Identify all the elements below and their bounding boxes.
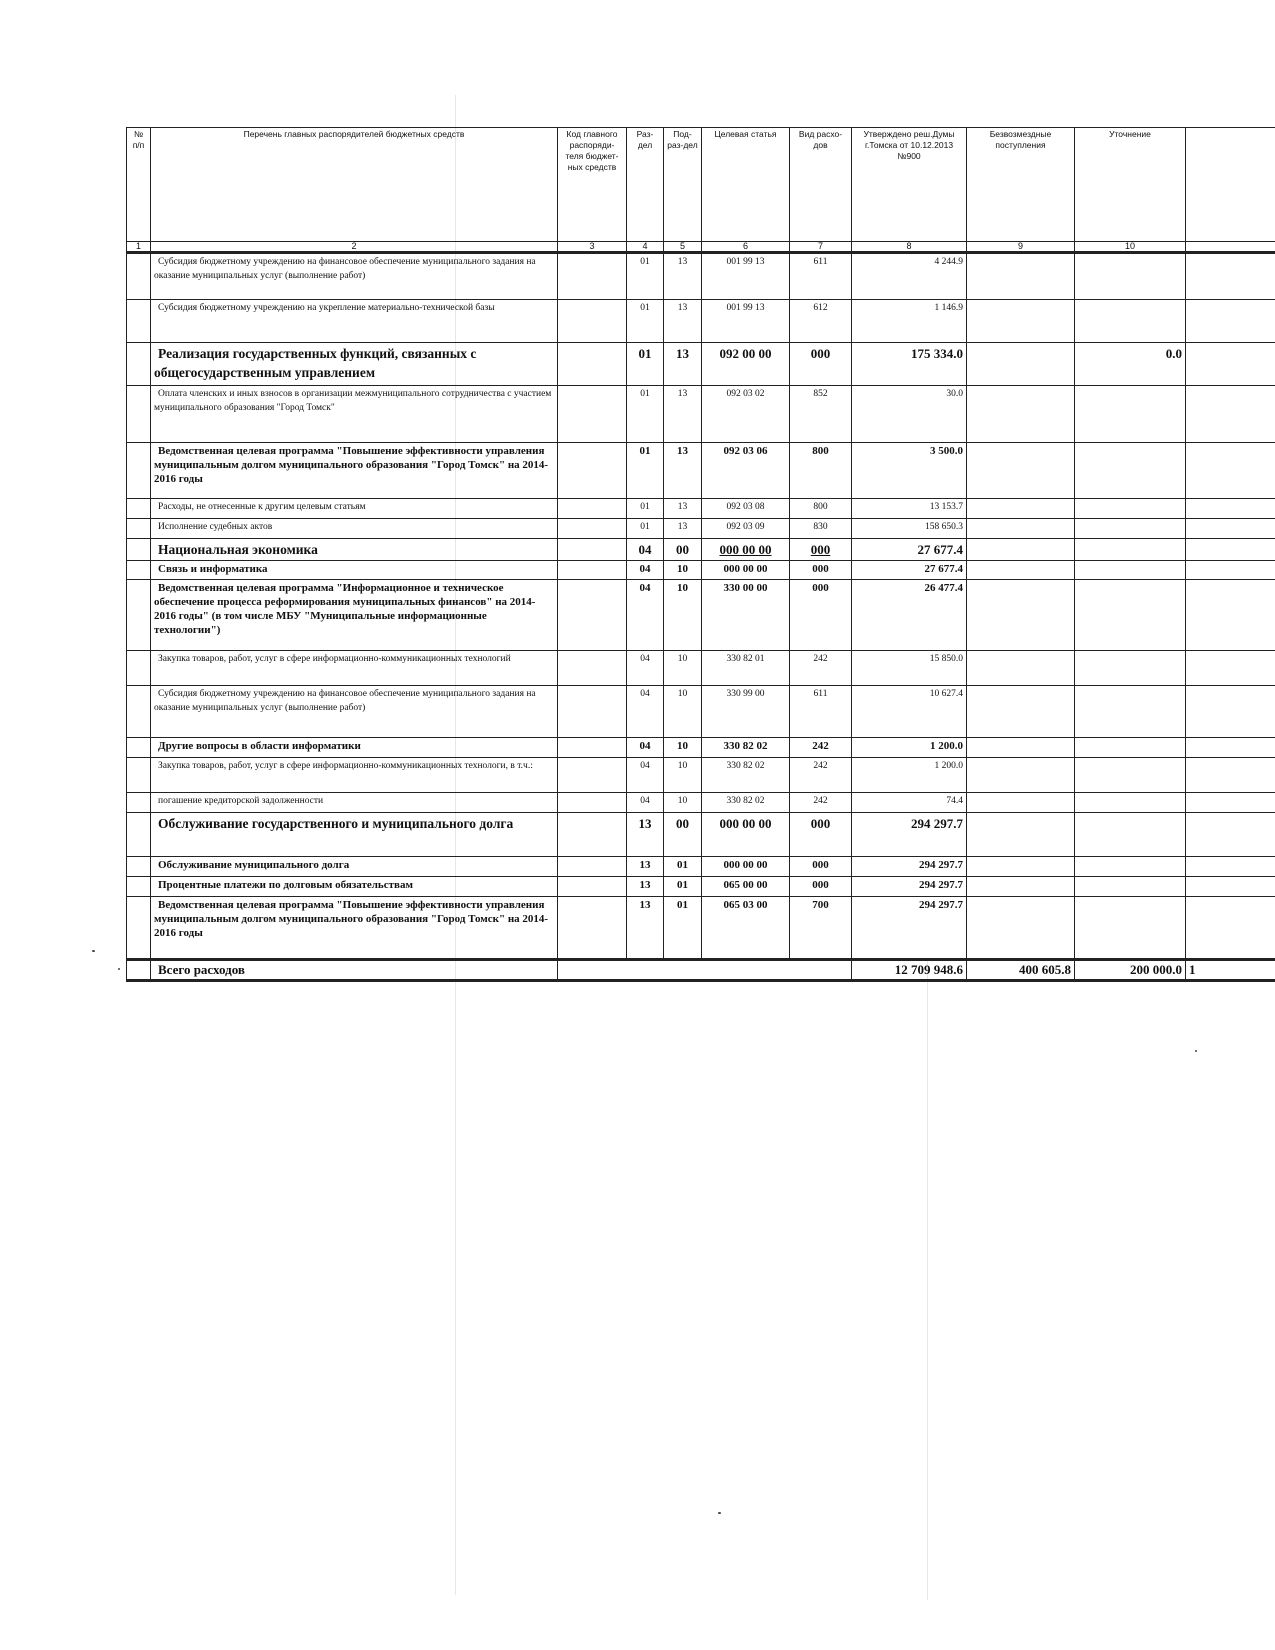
row-vid: 700: [790, 897, 852, 960]
row-approved: 27 677.4: [852, 539, 967, 561]
row-approved: 294 297.7: [852, 877, 967, 897]
row-approved: 1 200.0: [852, 758, 967, 793]
row-code: [558, 758, 627, 793]
row-free: [967, 813, 1075, 857]
row-clarification: [1075, 253, 1186, 300]
row-podrazdel: 01: [664, 877, 702, 897]
row-vid: 000: [790, 539, 852, 561]
colnum: [1186, 242, 1275, 253]
row-num: [127, 877, 151, 897]
row-code: [558, 443, 627, 499]
row-num: [127, 580, 151, 651]
row-extra: [1186, 793, 1275, 813]
budget-table: [126, 127, 1275, 982]
colnum: 2: [151, 242, 558, 253]
scan-speck: [118, 968, 120, 970]
row-podrazdel: 13: [664, 253, 702, 300]
table-row: [127, 857, 1275, 877]
row-podrazdel: 10: [664, 793, 702, 813]
row-approved: 74.4: [852, 793, 967, 813]
row-vid: 611: [790, 253, 852, 300]
row-name: Расходы, не отнесенные к другим целевым статьям: [151, 499, 558, 519]
row-vid: 612: [790, 300, 852, 343]
table-row: [127, 580, 1275, 651]
row-code: [558, 738, 627, 758]
header-target: Целевая статья: [702, 128, 790, 242]
row-extra: [1186, 686, 1275, 738]
row-extra: [1186, 758, 1275, 793]
scan-guide-line: [927, 960, 928, 1600]
header-clarification: Уточнение: [1075, 128, 1186, 242]
table-header-row: [127, 128, 1275, 242]
colnum: 8: [852, 242, 967, 253]
row-name: Субсидия бюджетному учреждению на финансовое обеспечение муниципального задания на оказание муниципальных услуг (выполнение работ): [151, 253, 558, 300]
row-num: [127, 793, 151, 813]
table-row: [127, 651, 1275, 686]
table-row: [127, 877, 1275, 897]
header-name: Перечень главных распорядителей бюджетных средств: [151, 128, 558, 242]
row-vid: 242: [790, 758, 852, 793]
row-vid: 000: [790, 877, 852, 897]
row-num: [127, 813, 151, 857]
row-razdel: 01: [627, 499, 664, 519]
row-approved: 294 297.7: [852, 813, 967, 857]
table-row: [127, 499, 1275, 519]
row-name: Обслуживание муниципального долга: [151, 857, 558, 877]
row-podrazdel: 10: [664, 580, 702, 651]
colnum: 3: [558, 242, 627, 253]
total-approved: 12 709 948.6: [852, 960, 967, 981]
colnum: 5: [664, 242, 702, 253]
row-podrazdel: 10: [664, 758, 702, 793]
row-num: [127, 561, 151, 580]
row-num: [127, 857, 151, 877]
row-code: [558, 519, 627, 539]
row-code: [558, 499, 627, 519]
row-extra: [1186, 813, 1275, 857]
row-vid: 000: [790, 857, 852, 877]
row-code: [558, 386, 627, 443]
row-clarification: [1075, 813, 1186, 857]
row-approved: 4 244.9: [852, 253, 967, 300]
row-podrazdel: 10: [664, 651, 702, 686]
row-target: 330 82 02: [702, 738, 790, 758]
row-razdel: 01: [627, 300, 664, 343]
table-row: [127, 793, 1275, 813]
header-num: № п/п: [127, 128, 151, 242]
row-name: Связь и информатика: [151, 561, 558, 580]
row-target: 001 99 13: [702, 300, 790, 343]
row-clarification: [1075, 539, 1186, 561]
row-vid: 611: [790, 686, 852, 738]
row-vid: 000: [790, 343, 852, 386]
row-vid: 000: [790, 580, 852, 651]
row-clarification: [1075, 443, 1186, 499]
row-num: [127, 651, 151, 686]
row-code: [558, 857, 627, 877]
row-free: [967, 499, 1075, 519]
total-num: [127, 960, 151, 981]
row-extra: [1186, 343, 1275, 386]
row-name: Ведомственная целевая программа "Информационное и техническое обеспечение процесса реформирования муниципальных финансов" на 2014-2016 годы" (в том числе МБУ "Муниципальные информационные технологии"): [151, 580, 558, 651]
row-code: [558, 539, 627, 561]
row-code: [558, 343, 627, 386]
row-razdel: 13: [627, 813, 664, 857]
row-free: [967, 300, 1075, 343]
table-row: [127, 686, 1275, 738]
row-free: [967, 580, 1075, 651]
row-podrazdel: 13: [664, 519, 702, 539]
row-num: [127, 539, 151, 561]
table-row: [127, 758, 1275, 793]
table-row: [127, 343, 1275, 386]
row-approved: 30.0: [852, 386, 967, 443]
row-razdel: 04: [627, 758, 664, 793]
table-row: [127, 813, 1275, 857]
row-clarification: [1075, 897, 1186, 960]
row-code: [558, 561, 627, 580]
row-extra: [1186, 539, 1275, 561]
row-razdel: 01: [627, 253, 664, 300]
row-name: Исполнение судебных актов: [151, 519, 558, 539]
table-row: [127, 386, 1275, 443]
total-label: Всего расходов: [151, 960, 558, 981]
row-clarification: [1075, 386, 1186, 443]
row-approved: 294 297.7: [852, 897, 967, 960]
row-podrazdel: 13: [664, 300, 702, 343]
row-free: [967, 686, 1075, 738]
row-vid: 800: [790, 443, 852, 499]
total-row: [127, 960, 1275, 981]
row-razdel: 04: [627, 686, 664, 738]
row-free: [967, 386, 1075, 443]
row-num: [127, 758, 151, 793]
row-podrazdel: 10: [664, 738, 702, 758]
row-free: [967, 443, 1075, 499]
row-approved: 1 146.9: [852, 300, 967, 343]
row-name: Субсидия бюджетному учреждению на финансовое обеспечение муниципального задания на оказание муниципальных услуг (выполнение работ): [151, 686, 558, 738]
row-clarification: 0.0: [1075, 343, 1186, 386]
row-num: [127, 499, 151, 519]
row-razdel: 01: [627, 519, 664, 539]
row-razdel: 01: [627, 386, 664, 443]
row-vid: 000: [790, 561, 852, 580]
row-code: [558, 813, 627, 857]
row-extra: [1186, 519, 1275, 539]
colnum: 4: [627, 242, 664, 253]
colnum: 1: [127, 242, 151, 253]
header-code: Код главного распоряди-теля бюджет-ных средств: [558, 128, 627, 242]
row-podrazdel: 13: [664, 386, 702, 443]
row-extra: [1186, 857, 1275, 877]
header-razdel: Раз-дел: [627, 128, 664, 242]
header-vid: Вид расхо-дов: [790, 128, 852, 242]
row-name: Обслуживание государственного и муниципального долга: [151, 813, 558, 857]
row-clarification: [1075, 651, 1186, 686]
table-body: [127, 253, 1275, 960]
total-clarification: 200 000.0: [1075, 960, 1186, 981]
row-target: 000 00 00: [702, 857, 790, 877]
row-extra: [1186, 499, 1275, 519]
row-code: [558, 580, 627, 651]
row-num: [127, 897, 151, 960]
row-target: 092 03 08: [702, 499, 790, 519]
row-vid: 242: [790, 651, 852, 686]
row-name: Закупка товаров, работ, услуг в сфере информационно-коммуникационных технологи, в т.ч.:: [151, 758, 558, 793]
row-vid: 242: [790, 793, 852, 813]
row-razdel: 01: [627, 443, 664, 499]
row-name: Субсидия бюджетному учреждению на укрепление материально-технической базы: [151, 300, 558, 343]
row-code: [558, 897, 627, 960]
row-approved: 294 297.7: [852, 857, 967, 877]
table-row: [127, 539, 1275, 561]
row-free: [967, 519, 1075, 539]
row-podrazdel: 01: [664, 857, 702, 877]
row-clarification: [1075, 738, 1186, 758]
row-free: [967, 897, 1075, 960]
row-free: [967, 539, 1075, 561]
row-clarification: [1075, 793, 1186, 813]
row-podrazdel: 10: [664, 561, 702, 580]
row-approved: 15 850.0: [852, 651, 967, 686]
row-target: 000 00 00: [702, 813, 790, 857]
row-podrazdel: 13: [664, 443, 702, 499]
row-extra: [1186, 738, 1275, 758]
row-num: [127, 443, 151, 499]
row-clarification: [1075, 686, 1186, 738]
row-razdel: 04: [627, 738, 664, 758]
row-target: 330 82 01: [702, 651, 790, 686]
row-num: [127, 738, 151, 758]
row-clarification: [1075, 519, 1186, 539]
row-approved: 1 200.0: [852, 738, 967, 758]
row-razdel: 04: [627, 651, 664, 686]
row-clarification: [1075, 580, 1186, 651]
table-row: [127, 300, 1275, 343]
row-extra: [1186, 877, 1275, 897]
row-name: Ведомственная целевая программа "Повышение эффективности управления муниципальным долгом муниципального образования "Город Томск" на 2014-2016 годы: [151, 897, 558, 960]
row-target: 065 03 00: [702, 897, 790, 960]
table-row: [127, 738, 1275, 758]
scan-speck: [92, 950, 95, 952]
row-approved: 13 153.7: [852, 499, 967, 519]
row-free: [967, 738, 1075, 758]
row-razdel: 04: [627, 539, 664, 561]
table-row: [127, 253, 1275, 300]
row-clarification: [1075, 561, 1186, 580]
row-num: [127, 386, 151, 443]
row-clarification: [1075, 300, 1186, 343]
header-free: Безвозмездные поступления: [967, 128, 1075, 242]
row-approved: 175 334.0: [852, 343, 967, 386]
row-name: Процентные платежи по долговым обязательствам: [151, 877, 558, 897]
total-extra: 1: [1186, 960, 1275, 981]
row-podrazdel: 00: [664, 539, 702, 561]
row-razdel: 04: [627, 561, 664, 580]
table-row: [127, 443, 1275, 499]
row-target: 000 00 00: [702, 539, 790, 561]
row-approved: 3 500.0: [852, 443, 967, 499]
table-row: [127, 561, 1275, 580]
row-extra: [1186, 561, 1275, 580]
row-extra: [1186, 897, 1275, 960]
colnum: 6: [702, 242, 790, 253]
row-clarification: [1075, 499, 1186, 519]
row-free: [967, 877, 1075, 897]
row-podrazdel: 01: [664, 897, 702, 960]
row-extra: [1186, 651, 1275, 686]
row-target: 065 00 00: [702, 877, 790, 897]
row-vid: 242: [790, 738, 852, 758]
row-clarification: [1075, 857, 1186, 877]
row-podrazdel: 10: [664, 686, 702, 738]
row-target: 330 99 00: [702, 686, 790, 738]
row-clarification: [1075, 758, 1186, 793]
row-code: [558, 793, 627, 813]
row-target: 000 00 00: [702, 561, 790, 580]
scan-speck: [1195, 1050, 1197, 1052]
total-free: 400 605.8: [967, 960, 1075, 981]
row-free: [967, 758, 1075, 793]
scan-speck: [718, 1512, 721, 1514]
table-row: [127, 519, 1275, 539]
row-code: [558, 877, 627, 897]
row-target: 330 82 02: [702, 793, 790, 813]
table-row: [127, 897, 1275, 960]
header-podrazdel: Под-раз-дел: [664, 128, 702, 242]
row-vid: 000: [790, 813, 852, 857]
row-free: [967, 253, 1075, 300]
row-num: [127, 253, 151, 300]
row-razdel: 13: [627, 897, 664, 960]
row-name: Реализация государственных функций, связанных с общегосударственным управлением: [151, 343, 558, 386]
row-target: 330 82 02: [702, 758, 790, 793]
row-target: 092 03 09: [702, 519, 790, 539]
row-free: [967, 651, 1075, 686]
row-extra: [1186, 580, 1275, 651]
row-razdel: 13: [627, 877, 664, 897]
row-extra: [1186, 386, 1275, 443]
row-num: [127, 686, 151, 738]
row-podrazdel: 13: [664, 499, 702, 519]
row-name: Ведомственная целевая программа "Повышение эффективности управления муниципальным долгом муниципального образования "Город Томск" на 2014-2016 годы: [151, 443, 558, 499]
row-name: Закупка товаров, работ, услуг в сфере информационно-коммуникационных технологий: [151, 651, 558, 686]
row-free: [967, 857, 1075, 877]
row-razdel: 01: [627, 343, 664, 386]
row-code: [558, 300, 627, 343]
row-num: [127, 343, 151, 386]
row-approved: 26 477.4: [852, 580, 967, 651]
row-vid: 852: [790, 386, 852, 443]
row-razdel: 04: [627, 580, 664, 651]
row-razdel: 13: [627, 857, 664, 877]
row-name: Национальная экономика: [151, 539, 558, 561]
row-extra: [1186, 253, 1275, 300]
row-num: [127, 300, 151, 343]
row-name: Другие вопросы в области информатики: [151, 738, 558, 758]
row-extra: [1186, 300, 1275, 343]
header-approved: Утверждено реш.Думы г.Томска от 10.12.2013 №900: [852, 128, 967, 242]
row-approved: 10 627.4: [852, 686, 967, 738]
header-extra: [1186, 128, 1275, 242]
colnum: 7: [790, 242, 852, 253]
row-code: [558, 253, 627, 300]
row-podrazdel: 00: [664, 813, 702, 857]
row-num: [127, 519, 151, 539]
row-approved: 27 677.4: [852, 561, 967, 580]
colnum: 10: [1075, 242, 1186, 253]
row-podrazdel: 13: [664, 343, 702, 386]
row-free: [967, 793, 1075, 813]
row-target: 092 03 06: [702, 443, 790, 499]
row-name: Оплата членских и иных взносов в организации межмуниципального сотрудничества с участием муниципального образования "Город Томск": [151, 386, 558, 443]
row-target: 092 00 00: [702, 343, 790, 386]
row-extra: [1186, 443, 1275, 499]
row-clarification: [1075, 877, 1186, 897]
row-target: 092 03 02: [702, 386, 790, 443]
row-code: [558, 686, 627, 738]
row-free: [967, 561, 1075, 580]
row-target: 330 00 00: [702, 580, 790, 651]
row-name: погашение кредиторской задолженности: [151, 793, 558, 813]
row-vid: 830: [790, 519, 852, 539]
total-empty: [558, 960, 852, 981]
row-vid: 800: [790, 499, 852, 519]
row-free: [967, 343, 1075, 386]
row-approved: 158 650.3: [852, 519, 967, 539]
column-number-row: [127, 242, 1275, 253]
row-target: 001 99 13: [702, 253, 790, 300]
row-razdel: 04: [627, 793, 664, 813]
row-code: [558, 651, 627, 686]
colnum: 9: [967, 242, 1075, 253]
